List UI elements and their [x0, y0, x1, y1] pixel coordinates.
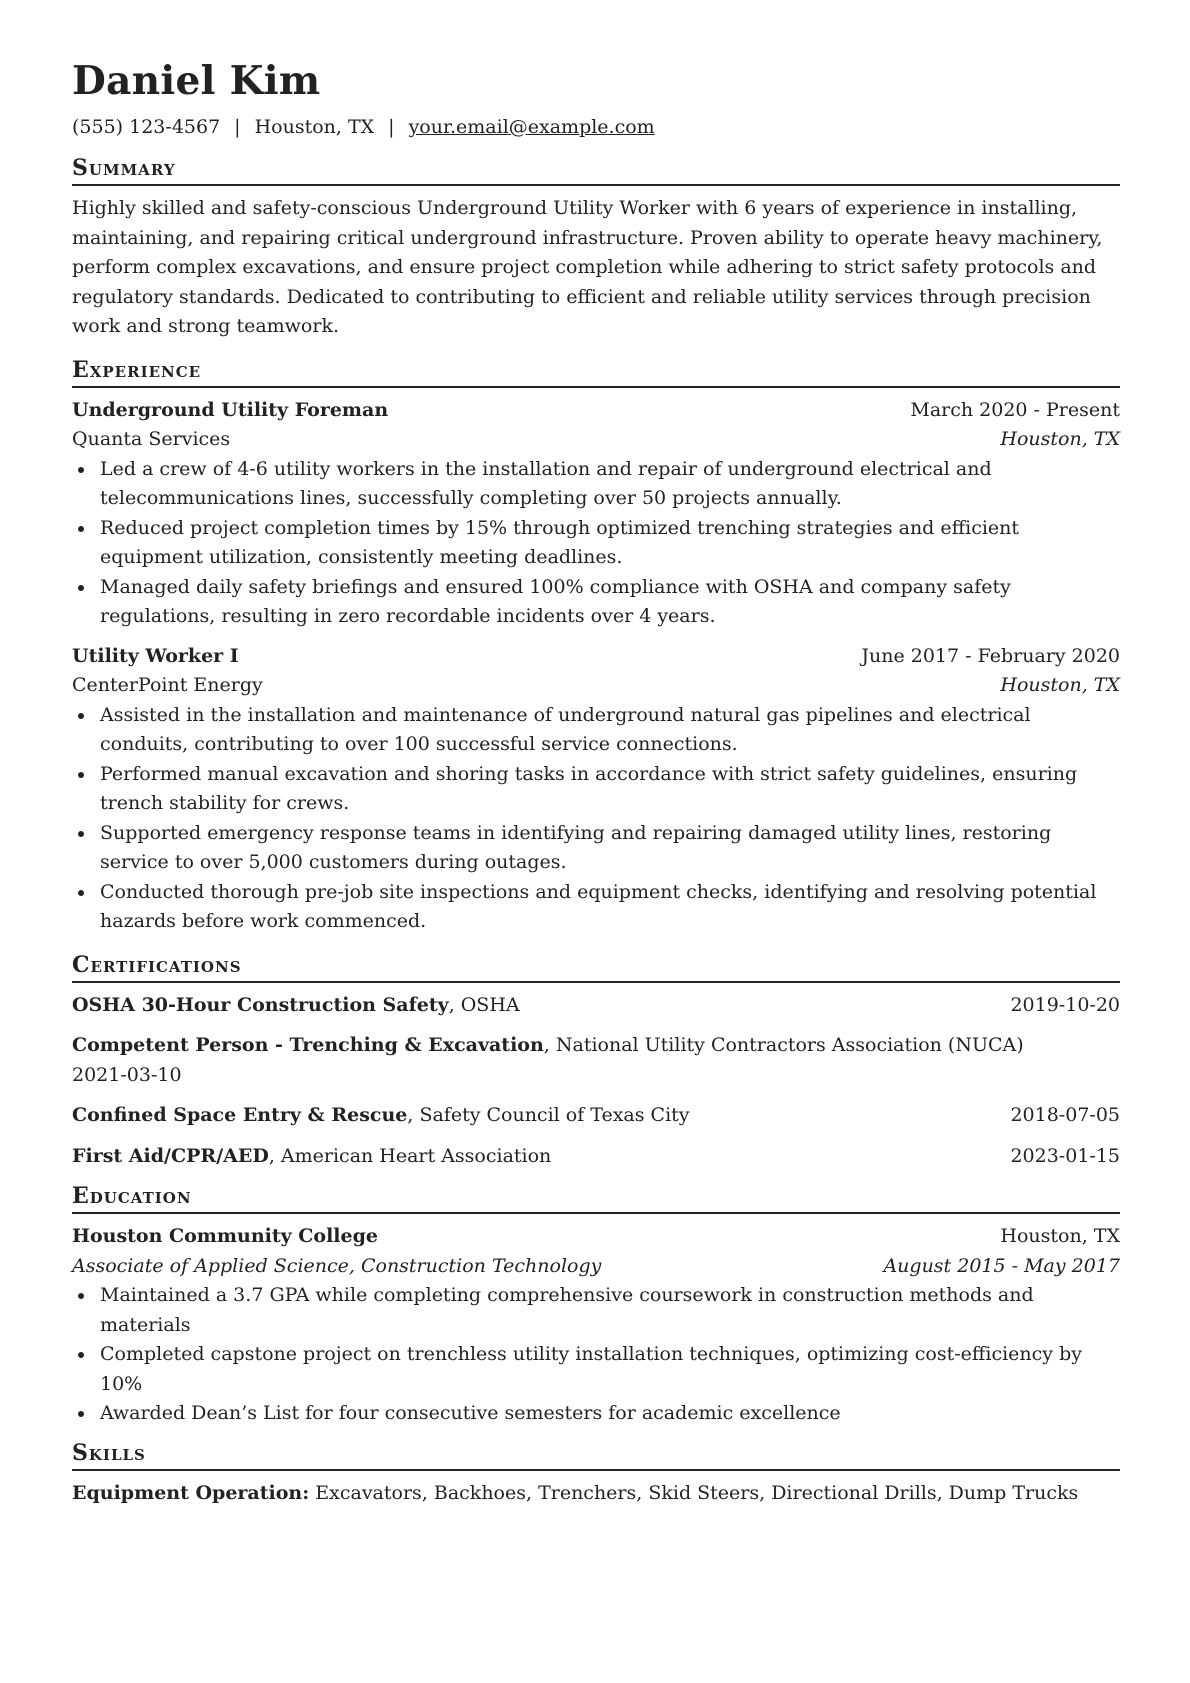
education-degree-row: [72, 1252, 1120, 1282]
location: Houston, TX: [254, 116, 375, 138]
degree: Associate of Applied Science, Construction Technology: [72, 1254, 602, 1277]
job-entry: [72, 396, 1120, 632]
certification-name: First Aid/CPR/AED: [72, 1144, 269, 1167]
certification-date: 2019-10-20: [1010, 993, 1120, 1016]
contact-separator: |: [388, 116, 395, 138]
certification-name: Competent Person - Trenching & Excavation: [72, 1034, 544, 1056]
list-item: Maintained a 3.7 GPA while completing comprehensive coursework in construction methods and materials: [72, 1281, 1120, 1340]
skills-line: [72, 1479, 1120, 1509]
list-item: Performed manual excavation and shoring tasks in accordance with strict safety guidelines, ensuring trench stability for crews.: [72, 760, 1120, 819]
list-item: Awarded Dean’s List for four consecutive semesters for academic excellence: [72, 1399, 1120, 1429]
section-title-skills: Skills: [72, 1439, 1120, 1471]
education-bullets: [72, 1281, 1120, 1429]
certification-date: 2021-03-10: [72, 1063, 182, 1086]
skills-section: [72, 1439, 1120, 1509]
list-item: Conducted thorough pre-job site inspections and equipment checks, identifying and resolving potential hazards before work commenced.: [72, 878, 1120, 937]
job-role: Underground Utility Foreman: [72, 398, 389, 421]
phone-number: (555) 123-4567: [72, 116, 221, 138]
job-company-row: [72, 671, 1120, 701]
education-dates: August 2015 - May 2017: [883, 1254, 1120, 1277]
section-title-summary: Summary: [72, 154, 1120, 186]
list-item: Completed capstone project on trenchless utility installation techniques, optimizing cost-efficiency by 10%: [72, 1340, 1120, 1399]
job-company: CenterPoint Energy: [72, 674, 263, 696]
list-item: Supported emergency response teams in identifying and repairing damaged utility lines, restoring service to over 5,000 customers during outages.: [72, 819, 1120, 878]
certification-issuer: , OSHA: [448, 993, 520, 1016]
school-location: Houston, TX: [1000, 1225, 1120, 1247]
resume-page: [72, 58, 1120, 1508]
section-title-experience: Experience: [72, 356, 1120, 388]
education-section: [72, 1182, 1120, 1429]
job-location: Houston, TX: [1000, 428, 1120, 450]
contact-line: [72, 114, 1120, 140]
certification-name: OSHA 30-Hour Construction Safety: [72, 993, 449, 1016]
certification-issuer: , National Utility Contractors Association (NUCA): [543, 1034, 1024, 1056]
list-item: Led a crew of 4-6 utility workers in the installation and repair of underground electrical and telecommunications lines, successfully completing over 50 projects annually.: [72, 455, 1120, 514]
job-role: Utility Worker I: [72, 644, 239, 667]
certification-date: 2023-01-15: [1010, 1144, 1120, 1167]
certifications-section: [72, 951, 1120, 1172]
list-item: Assisted in the installation and maintenance of underground natural gas pipelines and electrical conduits, contributing to over 100 successful service connections.: [72, 701, 1120, 760]
certification-item: [72, 1101, 1120, 1131]
candidate-name: Daniel Kim: [72, 58, 321, 104]
email-link[interactable]: your.email@example.com: [408, 116, 655, 138]
job-dates: March 2020 - Present: [910, 398, 1120, 421]
certification-issuer: , Safety Council of Texas City: [407, 1104, 690, 1126]
job-entry: [72, 642, 1120, 937]
job-dates: June 2017 - February 2020: [861, 644, 1120, 667]
list-item: Reduced project completion times by 15% through optimized trenching strategies and efficient equipment utilization, consistently meeting deadlines.: [72, 514, 1120, 573]
certification-name: Confined Space Entry & Rescue: [72, 1104, 408, 1126]
summary-text: Highly skilled and safety-conscious Underground Utility Worker with 6 years of experience in installing, maintaining, and repairing critical underground infrastructure. Proven ability to operate heavy machinery, perform complex excavations, and ensure project completion while adhering to strict safety protocols and regulatory standards. Dedicated to contributing to efficient and reliable utility services through precision work and strong teamwork.: [72, 197, 1103, 337]
list-item: Managed daily safety briefings and ensured 100% compliance with OSHA and company safety regulations, resulting in zero recordable incidents over 4 years.: [72, 573, 1120, 632]
job-header-row: [72, 642, 1120, 672]
job-bullets: [72, 455, 1120, 632]
section-title-education: Education: [72, 1182, 1120, 1214]
school-name: Houston Community College: [72, 1225, 378, 1247]
summary-section: [72, 154, 1120, 342]
certification-date: 2018-07-05: [1010, 1104, 1120, 1126]
certification-issuer: , American Heart Association: [268, 1144, 552, 1167]
experience-section: [72, 356, 1120, 937]
job-header-row: [72, 396, 1120, 426]
certification-item: [72, 1031, 1120, 1090]
contact-separator: |: [234, 116, 241, 138]
job-location: Houston, TX: [1000, 674, 1120, 696]
certification-item: [72, 991, 1120, 1021]
job-company-row: [72, 425, 1120, 455]
skills-value: Excavators, Backhoes, Trenchers, Skid Steers, Directional Drills, Dump Trucks: [309, 1481, 1079, 1504]
job-company: Quanta Services: [72, 428, 231, 450]
section-title-certifications: Certifications: [72, 951, 1120, 983]
job-bullets: [72, 701, 1120, 937]
education-header-row: [72, 1222, 1120, 1252]
certification-item: [72, 1142, 1120, 1172]
skills-label: Equipment Operation:: [72, 1481, 310, 1504]
